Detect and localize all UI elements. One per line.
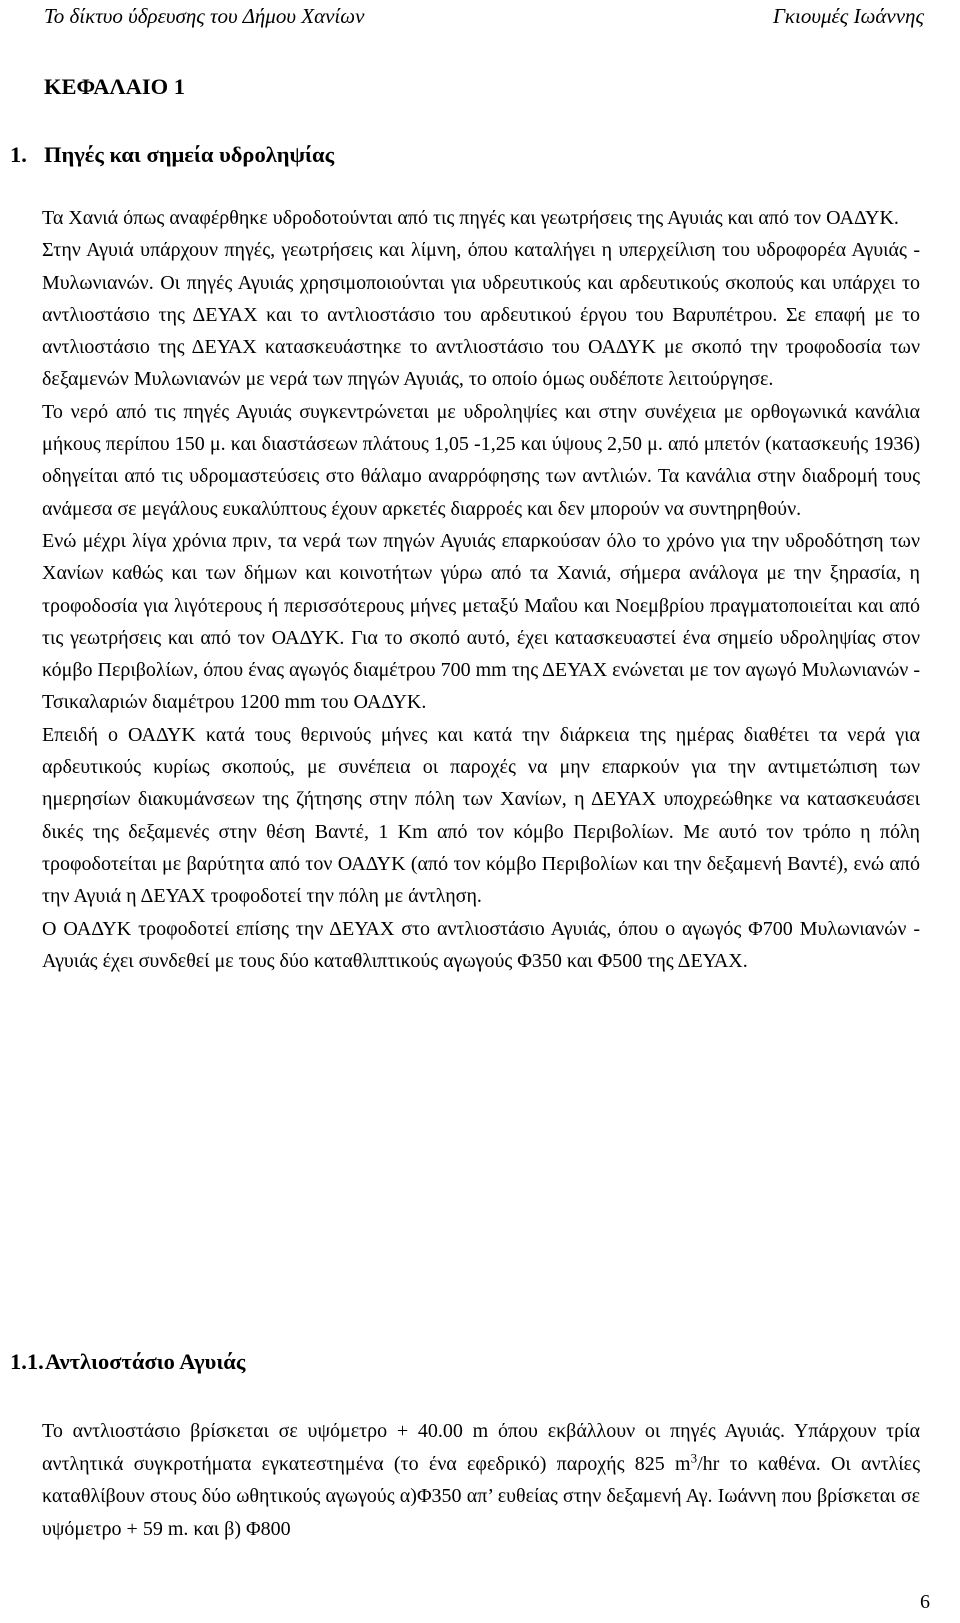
subsection-title: Αντλιοστάσιο Αγυιάς — [45, 1349, 246, 1374]
subsection-number: 1.1. — [10, 1349, 44, 1374]
paragraph: Τα Χανιά όπως αναφέρθηκε υδροδοτούνται από τις πηγές και γεωτρήσεις της Αγυιάς και από τον ΟΑΔΥΚ. — [42, 207, 899, 229]
paragraph-text: Το αντλιοστάσιο βρίσκεται σε υψόμετρο + 40.00 m όπου εκβάλλουν οι πηγές Αγυιάς. Υπάρχουν τρία αντλητικά συγκροτήματα εγκατεστημένα (το ένα εφεδρικό) παροχής 825 m — [42, 1420, 920, 1475]
paragraph: Στην Αγυιά υπάρχουν πηγές, γεωτρήσεις και λίμνη, όπου καταλήγει η υπερχείλιση του υδροφορέα Αγυιάς - Μυλωνιανών. Οι πηγές Αγυιάς χρησιμοποιούνται για υδρευτικούς και αρδευτικούς σκοπούς και υπάρχει το αντλιοστάσιο της ΔΕΥΑΧ και το αντλιοστάσιο του αρδευτικού έργου του Βαρυπέτρου. Σε επαφή με το αντλιοστάσιο της ΔΕΥΑΧ κατασκευάστηκε το αντλιοστάσιο του ΟΑΔΥΚ με σκοπό την τροφοδοσία των δεξαμενών Μυλωνιανών με νερά των πηγών Αγυιάς, το οποίο όμως ουδέποτε λειτούργησε. — [42, 239, 920, 391]
page-number: 6 — [920, 1591, 930, 1613]
paragraph: Ενώ μέχρι λίγα χρόνια πριν, τα νερά των πηγών Αγυιάς επαρκούσαν όλο το χρόνο για την υδροδότηση των Χανίων καθώς και των δήμων και κοινοτήτων γύρω από τα Χανιά, σήμερα ανάλογα με την ξηρασία, η τροφοδοσία για λιγότερους ή περισσότερους μήνες μεταξύ Μαΐου και Νοεμβρίου πραγματοποιείται και από τις γεωτρήσεις και από τον ΟΑΔΥΚ. Για το σκοπό αυτό, έχει κατασκευαστεί ένα σημείο υδροληψίας στον κόμβο Περιβολίων, όπου ένας αγωγός διαμέτρου 700 mm της ΔΕΥΑΧ ενώνεται με τον αγωγό Μυλωνιανών - Τσικαλαριών διαμέτρου 1200 mm του ΟΑΔΥΚ. — [42, 529, 920, 714]
subsection-body — [42, 1415, 920, 1545]
paragraph: Το νερό από τις πηγές Αγυιάς συγκεντρώνεται με υδροληψίες και στην συνέχεια με ορθογωνικά κανάλια μήκους περίπου 150 μ. και διαστάσεων πλάτους 1,05 -1,25 και ύψους 2,50 μ. από μπετόν (κατασκευής 1936) οδηγείται από τις υδρομαστεύσεις στο θάλαμο αναρρόφησης των αντλιών. Τα κανάλια στην διαδρομή τους ανάμεσα σε μεγάλους ευκαλύπτους έχουν αρκετές διαρροές και δεν μπορούν να συντηρηθούν. — [42, 400, 920, 520]
subsection-heading — [10, 1349, 245, 1375]
paragraph-text: /hr το καθένα. Οι αντλίες καταθλίβουν στους δύο ωθητικούς αγωγούς α)Φ350 απ’ ευθείας στην δεξαμενή Αγ. Ιωάννη που βρίσκεται σε υψόμετρο + 59 m. και β) Φ800 — [42, 1452, 920, 1540]
header-document-title: Το δίκτυο ύδρευσης του Δήμου Χανίων — [44, 4, 365, 28]
superscript: 3 — [690, 1449, 698, 1465]
page-header — [44, 4, 924, 29]
chapter-title: ΚΕΦΑΛΑΙΟ 1 — [44, 74, 185, 99]
section-heading — [10, 142, 334, 168]
section-body — [42, 202, 920, 977]
paragraph — [42, 1415, 920, 1545]
section-title: Πηγές και σημεία υδροληψίας — [44, 142, 335, 167]
section-number: 1. — [10, 142, 27, 167]
header-author: Γκιουμές Ιωάννης — [772, 4, 924, 28]
paragraph: Επειδή ο ΟΑΔΥΚ κατά τους θερινούς μήνες και κατά την διάρκεια της ημέρας διαθέτει τα νερά για αρδευτικούς κυρίως σκοπούς, με συνέπεια οι παροχές να μην επαρκούν για την αντιμετώπιση των ημερησίων διακυμάνσεων της ζήτησης στην πόλη των Χανίων, η ΔΕΥΑΧ υποχρεώθηκε να κατασκευάσει δικές της δεξαμενές στην θέση Βαντέ, 1 Km από τον κόμβο Περιβολίων. Με αυτό τον τρόπο η πόλη τροφοδοτείται με βαρύτητα από τον ΟΑΔΥΚ (από τον κόμβο Περιβολίων και την δεξαμενή Βαντέ), ενώ από την Αγυιά η ΔΕΥΑΧ τροφοδοτεί την πόλη με άντληση. — [42, 723, 920, 908]
paragraph: Ο ΟΑΔΥΚ τροφοδοτεί επίσης την ΔΕΥΑΧ στο αντλιοστάσιο Αγυιάς, όπου ο αγωγός Φ700 Μυλωνιανών - Αγυιάς έχει συνδεθεί με τους δύο καταθλιπτικούς αγωγούς Φ350 και Φ500 της ΔΕΥΑΧ. — [42, 917, 920, 972]
